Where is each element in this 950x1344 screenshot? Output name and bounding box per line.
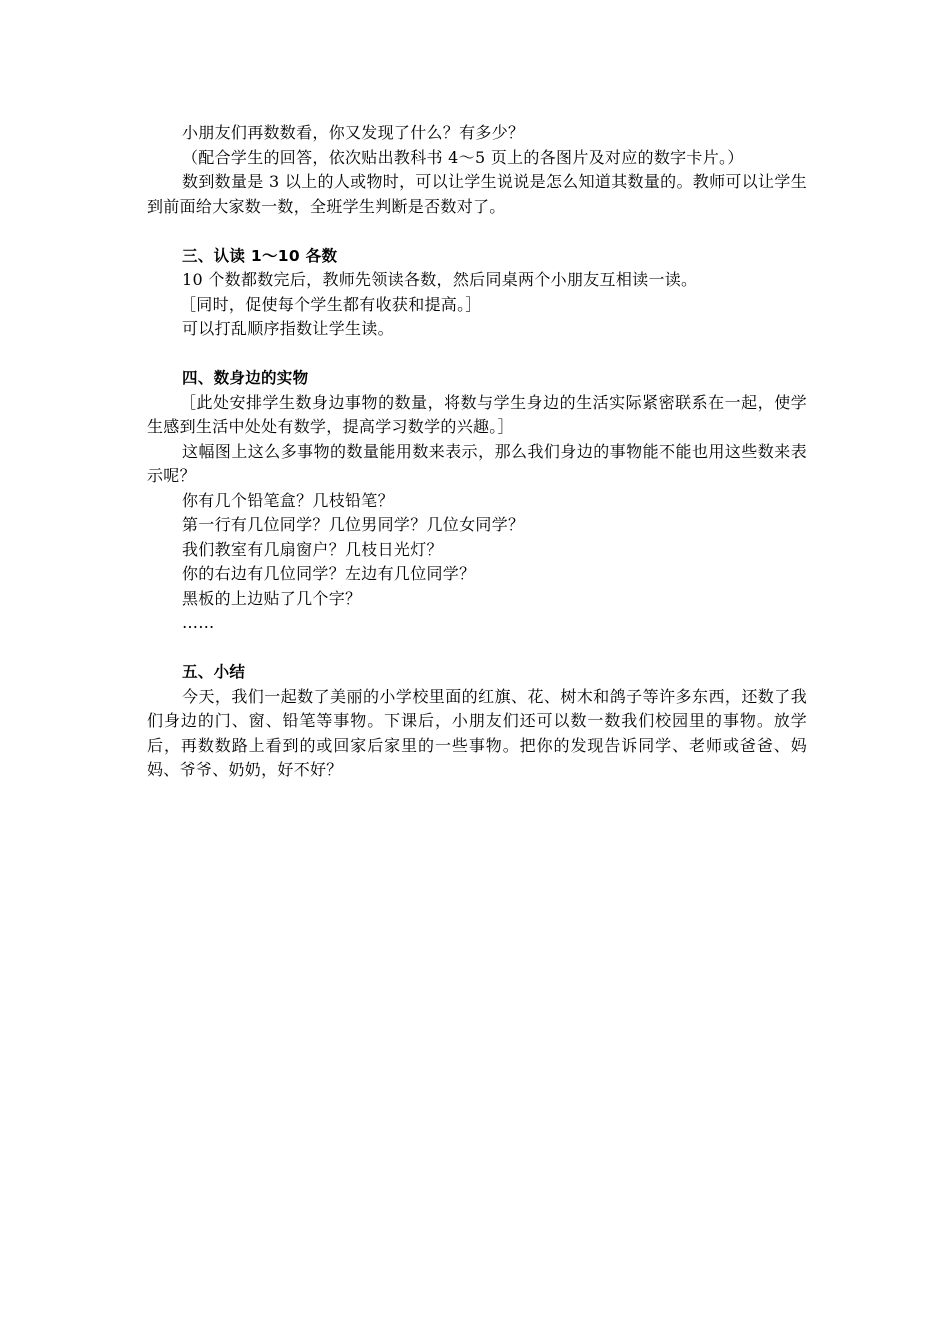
section-5-paragraph-1: 今天，我们一起数了美丽的小学校里面的红旗、花、树木和鸽子等许多东西，还数了我们身边的门、窗、铅笔等事物。下课后，小朋友们还可以数一数我们校园里的事物。放学后，再数数路上看到的或回家后家里的一些事物。把你的发现告诉同学、老师或爸爸、妈妈、爷爷、奶奶，好不好？ <box>147 686 807 779</box>
section-gap <box>147 636 807 661</box>
intro-paragraph-3: 数到数量是 3 以上的人或物时，可以让学生说说是怎么知道其数量的。教师可以让学生到前面给大家数一数，全班学生判断是否数对了。 <box>147 172 807 216</box>
section-4-heading: 四、数身边的实物 <box>182 369 309 387</box>
section-4-ellipsis: …… <box>182 613 215 632</box>
section-4-paragraph-2: 这幅图上这么多事物的数量能用数来表示，那么我们身边的事物能不能也用这些数来表示呢？ <box>147 441 807 485</box>
section-3-paragraph-2: ［同时，促使每个学生都有收获和提高。］ <box>180 294 482 314</box>
section-4-question-3: 我们教室有几扇窗户？几枝日光灯？ <box>182 539 443 559</box>
section-4-question-5: 黑板的上边贴了几个字？ <box>182 588 362 608</box>
section-gap <box>147 342 807 367</box>
section-5-heading: 五、小结 <box>182 663 246 681</box>
section-3-paragraph-3: 可以打乱顺序指数让学生读。 <box>182 319 394 338</box>
section-gap <box>147 219 807 244</box>
intro-paragraph-1: 小朋友们再数数看，你又发现了什么？有多少？ <box>182 123 525 142</box>
section-3-heading: 三、认读 1～10 各数 <box>182 246 338 265</box>
section-4-question-2: 第一行有几位同学？几位男同学？几位女同学？ <box>182 515 525 534</box>
section-4-question-1: 你有几个铅笔盒？几枝铅笔？ <box>182 490 394 510</box>
intro-paragraph-2: （配合学生的回答，依次贴出教科书 4～5 页上的各图片及对应的数字卡片。） <box>182 147 744 167</box>
section-3-paragraph-1: 10 个数都数完后，教师先领读各数，然后同桌两个小朋友互相读一读。 <box>182 270 698 289</box>
document-body <box>147 121 807 783</box>
section-4-question-4: 你的右边有几位同学？左边有几位同学？ <box>182 564 476 583</box>
section-4-paragraph-1: ［此处安排学生数身边事物的数量，将数与学生身边的生活实际紧密联系在一起，使学生感到生活中处处有数学，提高学习数学的兴趣。］ <box>147 392 807 436</box>
